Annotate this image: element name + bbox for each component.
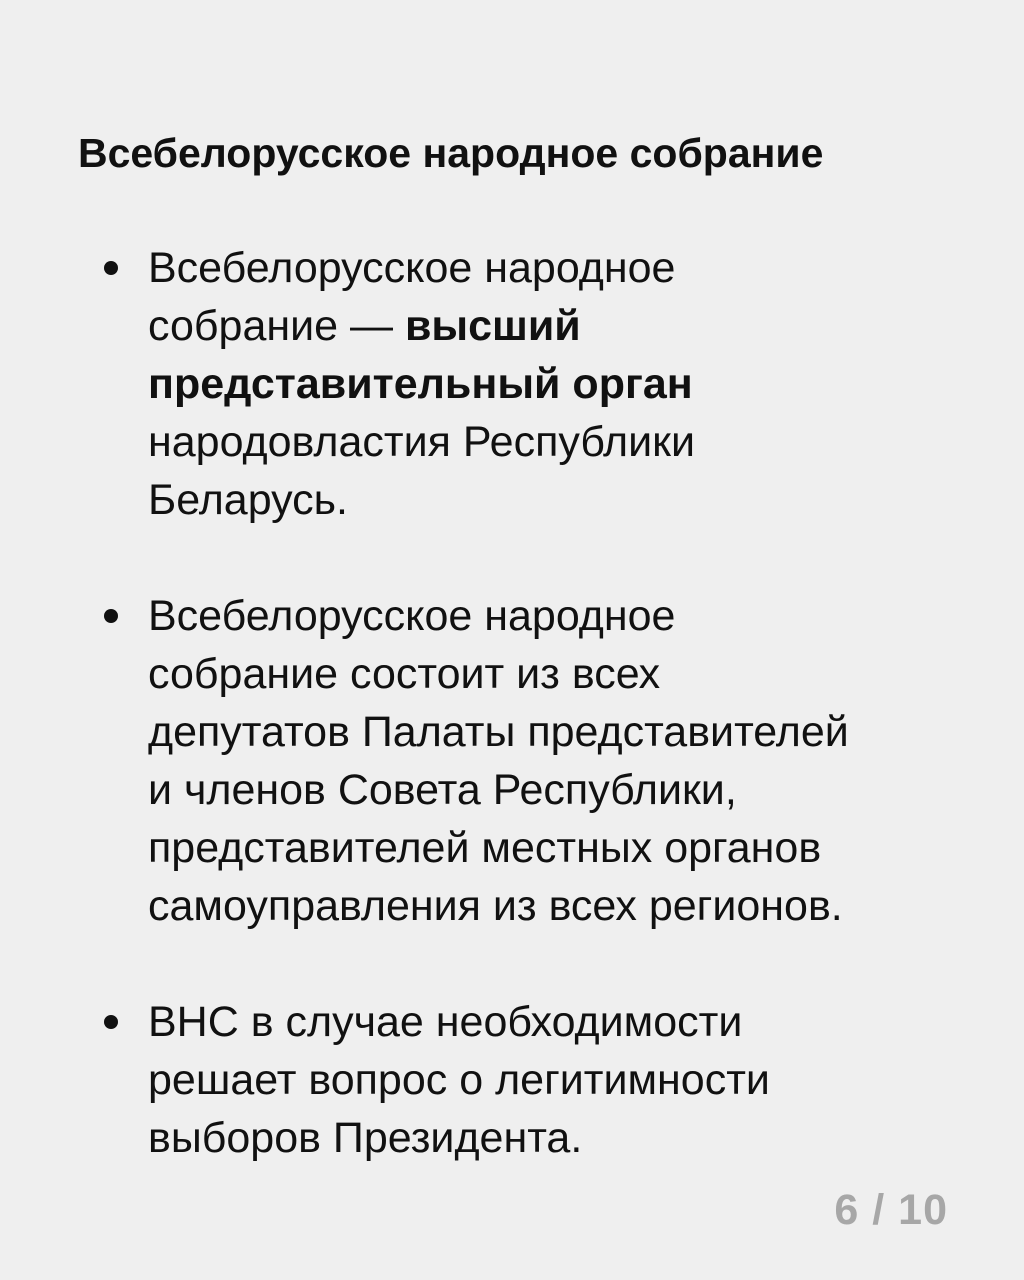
bullet-1-line-2 (148, 297, 904, 355)
bullet-list (104, 239, 904, 1167)
bullet-2-line-6: самоуправления из всех регионов. (148, 882, 843, 930)
bullet-3-line-1: ВНС в случае необходимости (148, 998, 743, 1046)
bullet-2-line-5: представителей местных органов (148, 824, 822, 872)
bullet-2-line-2: собрание состоит из всех (148, 650, 661, 698)
bullet-item-1 (104, 239, 904, 529)
bullet-3-line-2: решает вопрос о легитимности (148, 1056, 770, 1104)
bullet-1-line-1: Всебелорусское народное (148, 244, 676, 292)
bullet-item-2 (104, 587, 904, 935)
bullet-dot-icon (104, 261, 118, 275)
bullet-1-line-4: народовластия Республики (148, 418, 695, 466)
page-counter: 6 / 10 (834, 1186, 948, 1234)
bullet-item-3 (104, 993, 904, 1167)
bullet-2-line-3: депутатов Палаты представителей (148, 708, 849, 756)
bullet-1-line-2-strong: высший (404, 302, 581, 350)
bullet-3-line-3: выборов Президента. (148, 1114, 583, 1162)
bullet-1-line-3: представительный орган (148, 360, 693, 408)
bullet-dot-icon (104, 609, 118, 623)
bullet-1-line-2-prefix: собрание — (148, 302, 405, 350)
bullet-1-line-5: Беларусь. (148, 476, 349, 524)
slide-title: Всебелорусское народное собрание (78, 130, 824, 176)
bullet-2-line-4: и членов Совета Республики, (148, 766, 737, 814)
bullet-2-line-1: Всебелорусское народное (148, 592, 676, 640)
bullet-dot-icon (104, 1015, 118, 1029)
